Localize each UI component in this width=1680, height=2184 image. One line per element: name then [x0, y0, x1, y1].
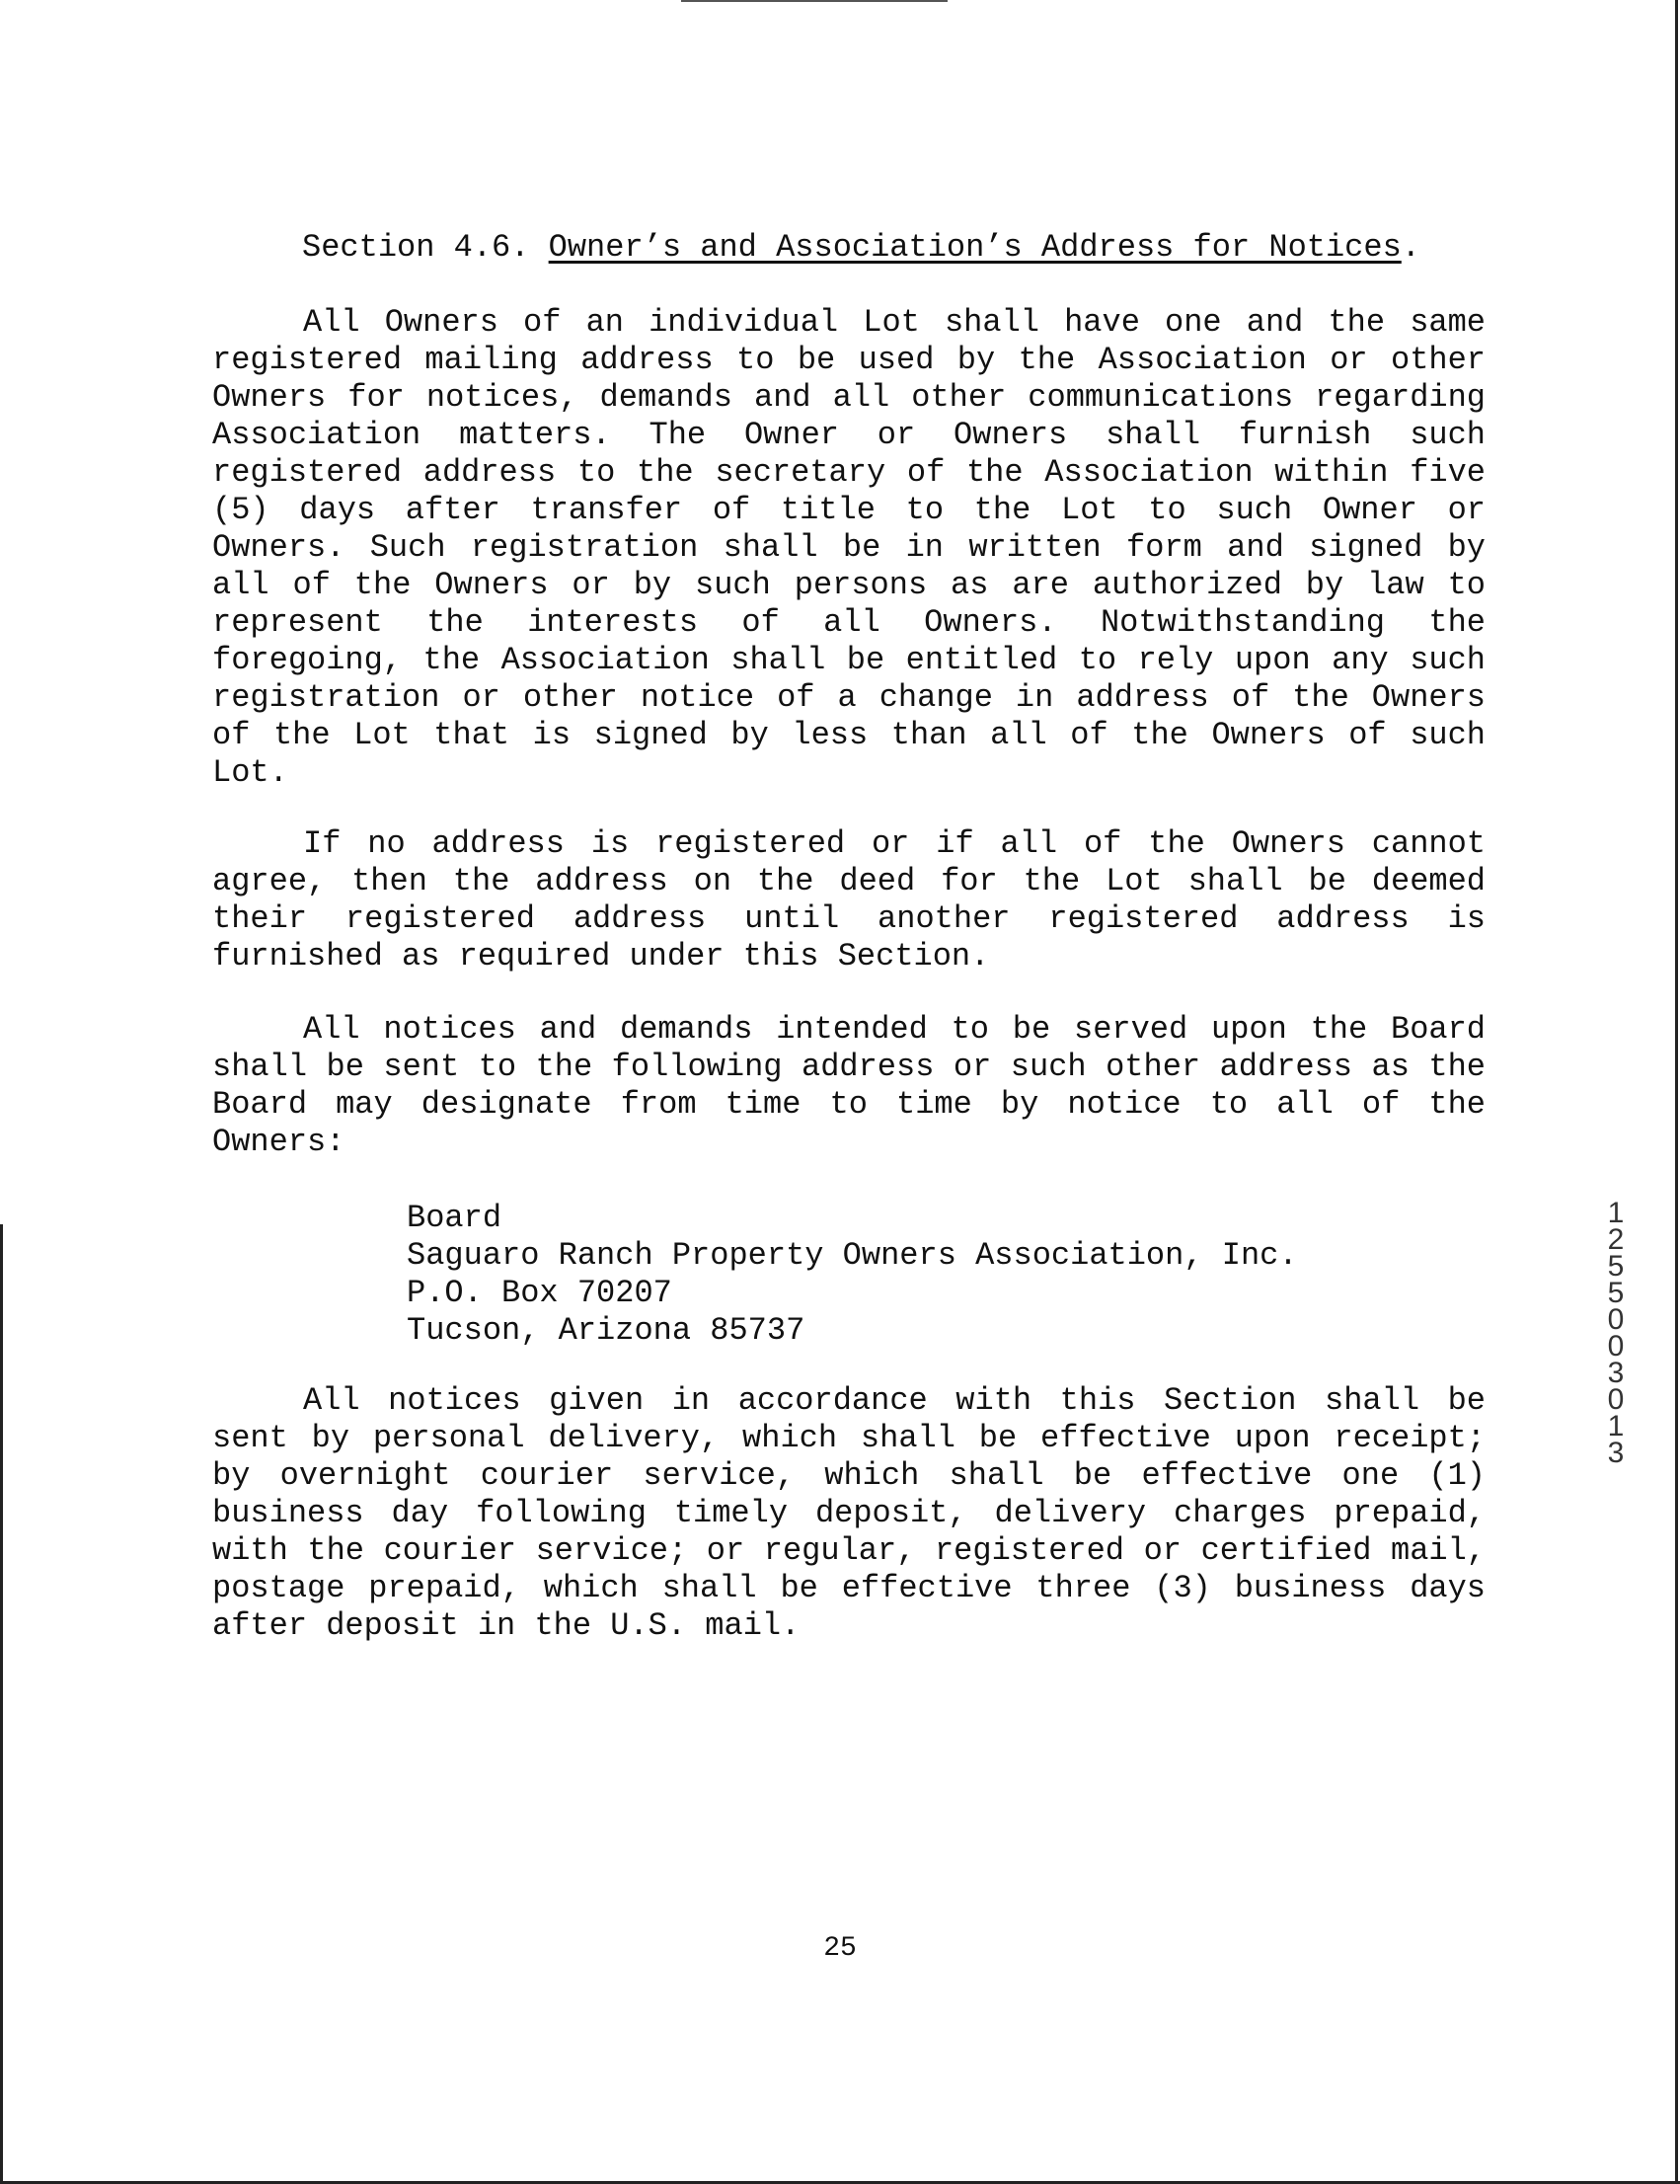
- page-number: 25: [823, 1933, 857, 1964]
- paragraph-delivery-methods: All notices given in accordance with this Section shall be sent by personal delivery, which shall be effective upon receipt; by overnight courier service, which shall be effective one (1) business day following timely deposit, delivery charges prepaid, with the courier service; or regular, registered or certified mail, postage prepaid, which shall be effective three (3) business days after deposit in the U.S. mail.: [212, 1382, 1486, 1644]
- recording-stamp: 12550 03013: [1607, 1197, 1625, 1469]
- section-title: Owner’s and Association’s Address for Notices: [548, 229, 1402, 266]
- address-line-association: Saguaro Ranch Property Owners Association, Inc.: [407, 1237, 1298, 1274]
- section-number: Section 4.6.: [302, 229, 530, 266]
- address-line-po-box: P.O. Box 70207: [407, 1275, 672, 1311]
- section-title-terminator: .: [1401, 229, 1420, 266]
- scan-artifact-top: [681, 0, 948, 6]
- address-line-board: Board: [407, 1200, 502, 1236]
- address-line-city: Tucson, Arizona 85737: [407, 1312, 805, 1349]
- paragraph-registered-address: All Owners of an individual Lot shall have one and the same registered mailing address to be used by the Association or other Owners for notices, demands and all other communications regarding Association matters. The Owner or Owners shall furnish such registered address to the secretary of the Association within five (5) days after transfer of title to the Lot to such Owner or Owners. Such registration shall be in written form and signed by all of the Owners or by such persons as are authorized by law to represent the interests of all Owners. Notwithstanding the foregoing, the Association shall be entitled to rely upon any such registration or other notice of a change in address of the Owners of the Lot that is signed by less than all of the Owners of such Lot.: [212, 304, 1486, 791]
- paragraph-no-address: If no address is registered or if all of the Owners cannot agree, then the address on the deed for the Lot shall be deemed their registered address until another registered address is furnished as required under this Section.: [212, 825, 1486, 975]
- section-heading: [302, 229, 1420, 267]
- board-address-block: [407, 1200, 1298, 1350]
- paragraph-board-notices: All notices and demands intended to be served upon the Board shall be sent to the following address or such other address as the Board may designate from time to time by notice to all of the Owners:: [212, 1011, 1486, 1160]
- scan-border-right: [1675, 0, 1678, 2184]
- scan-border-left: [0, 1224, 3, 2184]
